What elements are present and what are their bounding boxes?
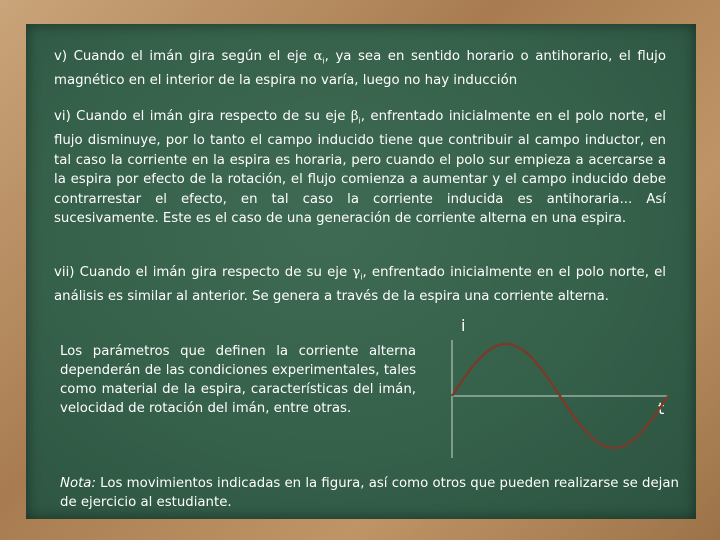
note-paragraph [60, 474, 680, 512]
note-text: Los movimientos indicadas en la figura, así como otros que pueden realizarse se dejan de ejercicio al estudiante. [60, 476, 679, 510]
paragraph-v-end: , ya sea en sentido horario o antihorario, el flujo magnético en el interior de la espira no varía, luego no hay inducción [54, 49, 666, 89]
alpha-symbol: α [313, 49, 323, 64]
note-label: Nota: [60, 476, 96, 491]
paragraph-vii-start: vii) Cuando el imán gira respecto de su eje [54, 265, 353, 280]
paragraph-v-start: v) Cuando el imán gira según el eje [54, 49, 314, 64]
alpha-subscript: i [322, 56, 325, 66]
paragraph-vi [54, 107, 666, 229]
gamma-subscript: i [360, 272, 363, 282]
paragraph-vii [54, 263, 666, 307]
gamma-symbol: γ [352, 265, 361, 280]
beta-subscript: i [358, 116, 361, 126]
alternating-current-graph [436, 330, 672, 466]
graph-x-label: t [658, 399, 665, 418]
paragraph-vi-start: vi) Cuando el imán gira respecto de su eje [54, 109, 351, 124]
paragraph-v [54, 47, 666, 91]
parameters-paragraph: Los parámetros que definen la corriente alterna dependerán de las condiciones experimentales, tales como material de la espira, características del imán, velocidad de rotación del imán, entre otras. [60, 344, 416, 416]
graph-y-label: i [461, 316, 466, 335]
paragraph-vi-end: , enfrentado inicialmente en el polo norte, el flujo disminuye, por lo tanto el campo inducido tiene que contribuir al campo inductor, en tal caso la corriente en la espira es horaria, pero cuando el polo sur empieza a acercarse a la espira por efecto de la rotación, el flujo comienza a aumentar y el campo inducido debe contrarrestar el efecto, en tal caso la corriente inducida es antihoraria... Así sucesivamente. Este es el caso de una generación de corriente alterna en una espira. [54, 109, 666, 227]
paragraph-vii-end: , enfrentado inicialmente en el polo norte, el análisis es similar al anterior. Se genera a través de la espira una corriente alterna. [54, 265, 667, 305]
beta-symbol: β [350, 109, 359, 124]
